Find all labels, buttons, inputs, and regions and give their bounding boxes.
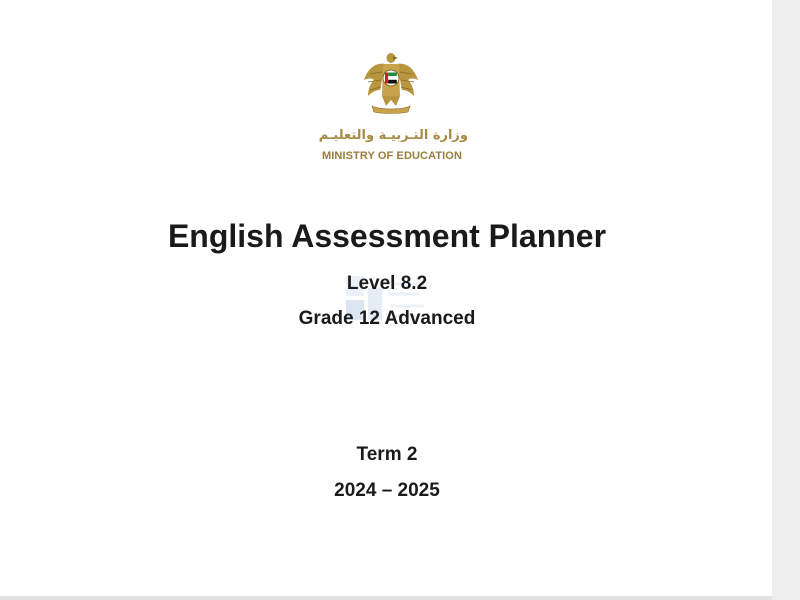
grade-label: Grade 12 Advanced <box>298 308 476 329</box>
level-label: Level 8.2 <box>346 273 428 294</box>
uae-falcon-emblem-icon <box>362 50 420 114</box>
page-bottom-edge <box>0 596 772 600</box>
ministry-name-english: MINISTRY OF EDUCATION <box>321 150 462 162</box>
term-label: Term 2 <box>356 444 418 465</box>
document-title: English Assessment Planner <box>167 218 607 254</box>
viewer-side-margin <box>772 0 800 600</box>
ministry-name-arabic: وزارة التـربيـة والتعليـم <box>318 128 468 143</box>
academic-year-label: 2024 – 2025 <box>334 480 440 501</box>
